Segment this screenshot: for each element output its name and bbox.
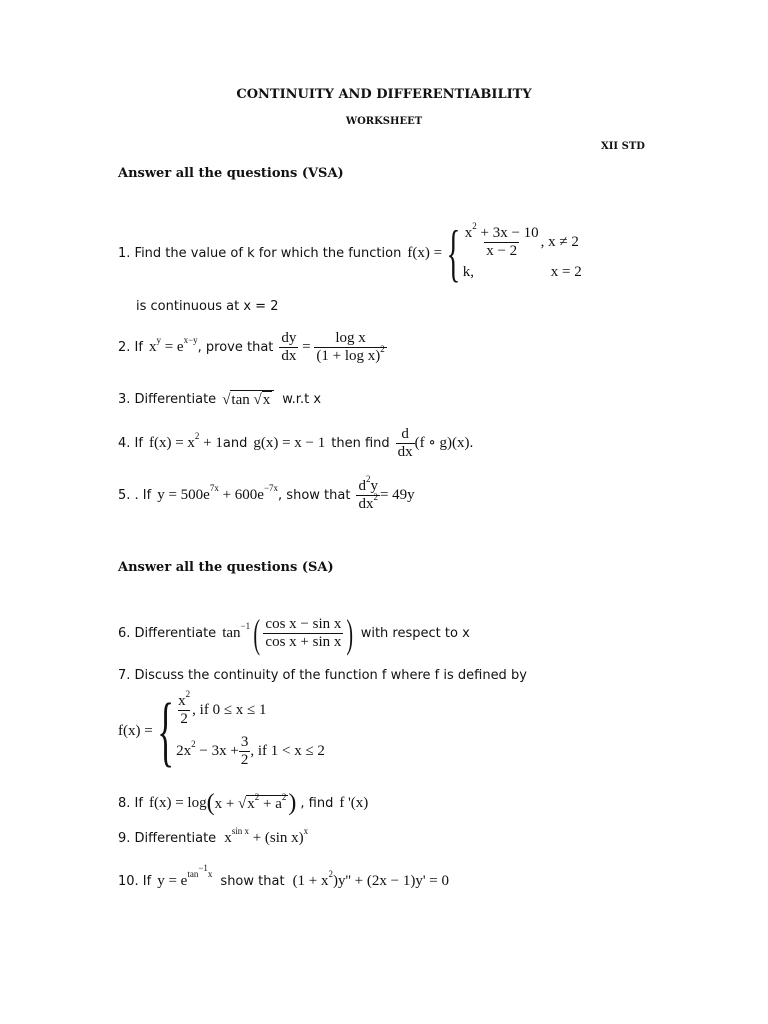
worksheet-subtitle: WORKSHEET — [345, 116, 423, 127]
grade-label: XII STD — [601, 141, 645, 152]
question-6: 6. Differentiate $\tan^{-1}$ ( $\frac{\text{cos x − sin x}}{\text{cos x + sin x}}$ ) with respect to x — [118, 611, 470, 656]
section-vsa-heading: Answer all the questions (VSA) — [118, 166, 344, 181]
worksheet-title: CONTINUITY AND DIFFERENTIABILITY — [236, 87, 532, 102]
question-9: 9. Differentiate $x^{sin x} + (\sin$ x)$^x$ — [118, 826, 309, 846]
left-brace: { — [446, 217, 461, 288]
question-3: 3. Differentiate √tan √x w.r.t x — [118, 392, 322, 408]
question-7-function: f(x) = { $\frac{x^2}{2}$ , if 0 ≤ x ≤ 1 $2x^2 - 3x$ + $\frac{3}{2}$ , if 1 < x ≤ 2 — [118, 687, 325, 774]
q1-fraction: $\frac{x^2 + 3x - 10}{x - 2}$ — [464, 220, 539, 259]
section-sa-heading: Answer all the questions (SA) — [118, 560, 334, 575]
question-8: 8. If f(x) = log ( $x + √x^2 + a^2$ ) , find f '(x) — [118, 790, 369, 816]
question-2: 2. If $x^y = e^{x-y}$ , prove that $\frac{dy}{dx}$ = $\frac{\text{log x}}{(1 + \log x)^2}$ — [118, 330, 385, 365]
question-1-continued: is continuous at x = 2 — [136, 299, 279, 314]
question-1: 1. Find the value of k for which the function f(x) = { $\frac{x^2 + 3x - 10}{x - 2}$ , x ≠ 2 k, x = 2 — [118, 217, 582, 288]
question-5: 5. . If $y = 500e^{7x} + 600e^{-7x}$ , show that $\frac{d^2y}{dx^2}$ = 49y — [118, 474, 415, 513]
question-4: 4. If $f(x) = x^2 + 1$ and g(x) = x − 1 then find $\frac{d}{dx}$ (f ∘ g)(x). — [118, 426, 474, 461]
question-7: 7. Discuss the continuity of the function f where f is defined by — [118, 668, 527, 683]
question-10: 10. If $y = e^{tan^{-1}x}$ show that $(1 + x^2)y'' + (2x - 1)y' = 0$ — [118, 863, 450, 889]
